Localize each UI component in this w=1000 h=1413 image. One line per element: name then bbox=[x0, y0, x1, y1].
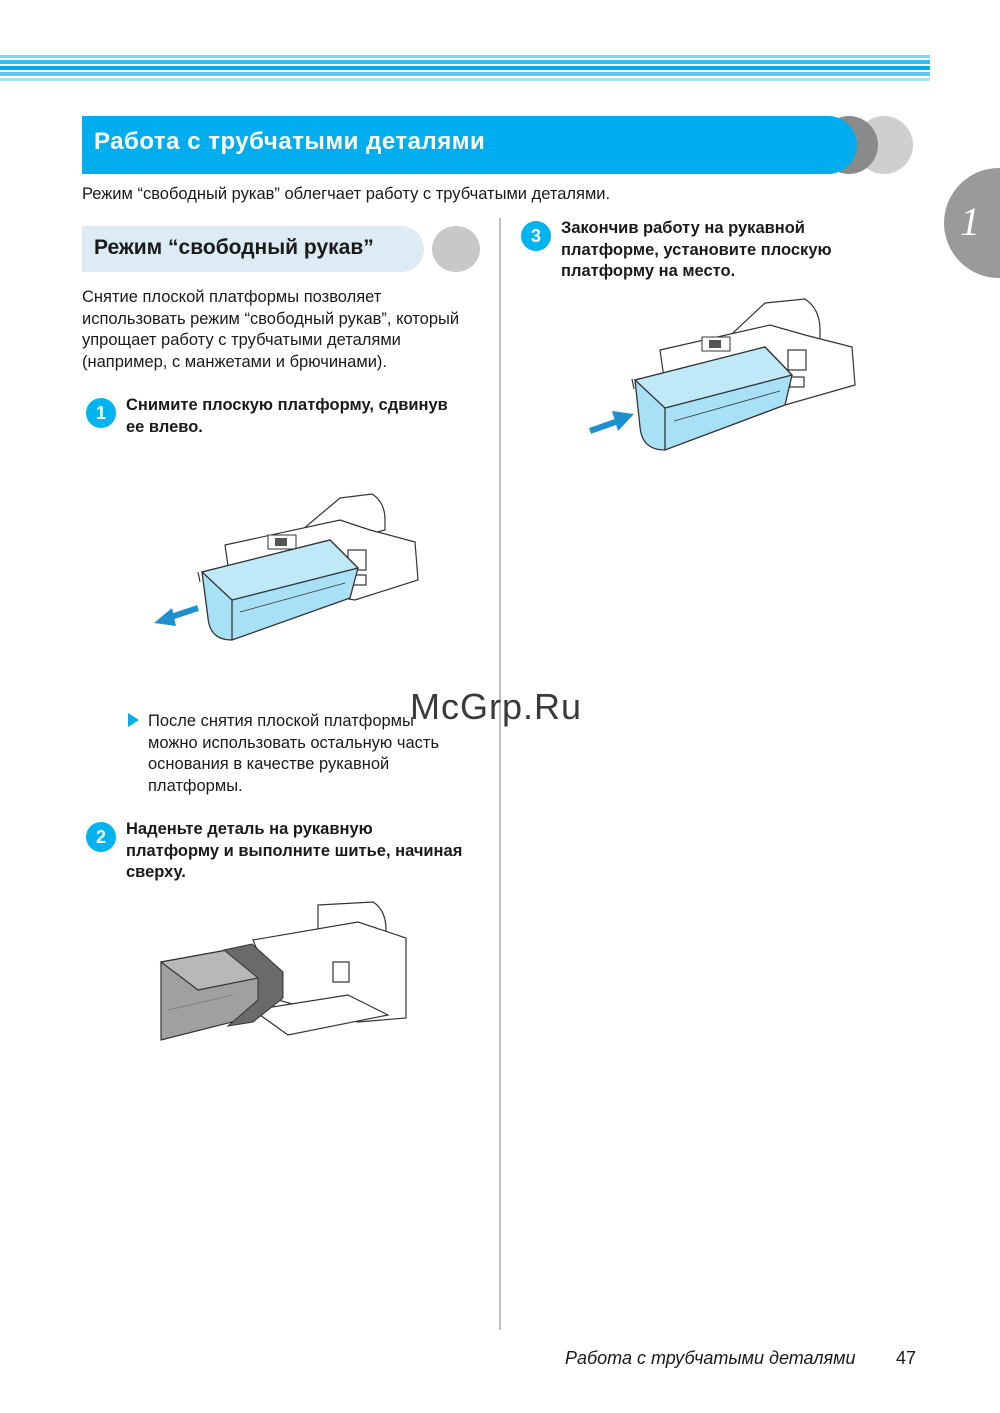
subheader-decor-disc bbox=[432, 226, 480, 272]
column-divider bbox=[499, 218, 501, 1330]
result-line: основания в качестве рукавной bbox=[148, 755, 390, 773]
body-line: Снятие плоской платформы позволяет bbox=[82, 288, 382, 306]
step-line: ее влево. bbox=[126, 417, 203, 436]
step-1-text bbox=[126, 395, 448, 438]
illustration-remove-platform bbox=[140, 490, 430, 660]
body-line: использовать режим “свободный рукав”, который bbox=[82, 309, 460, 328]
step-line: сверху. bbox=[126, 863, 186, 881]
result-arrow-icon bbox=[128, 713, 139, 727]
result-text bbox=[148, 711, 439, 797]
step-3-text bbox=[561, 218, 832, 283]
arrow-left-icon bbox=[154, 608, 198, 626]
section-title: Режим “свободный рукав” bbox=[94, 236, 374, 259]
page-title: Работа с трубчатыми деталями bbox=[94, 128, 486, 155]
page-number: 47 bbox=[896, 1348, 917, 1368]
step-3-badge: 3 bbox=[521, 221, 551, 251]
result-line: можно использовать остальную часть bbox=[148, 733, 440, 752]
intro-text: Режим “свободный рукав” облегчает работу с трубчатыми деталями. bbox=[82, 185, 611, 203]
header-stripes bbox=[0, 55, 930, 83]
step-2-badge: 2 bbox=[86, 822, 116, 852]
body-line: упрощает работу с трубчатыми деталями bbox=[82, 331, 401, 349]
illustration-sleeve-on-arm bbox=[158, 900, 413, 1045]
step-line: Наденьте деталь на рукавную bbox=[126, 820, 373, 838]
illustration-attach-platform bbox=[580, 295, 860, 460]
chapter-number: 1 bbox=[960, 199, 980, 244]
body-line: (например, с манжетами и брючинами). bbox=[82, 352, 387, 371]
step-line: платформу на место. bbox=[561, 262, 736, 280]
footer-title: Работа с трубчатыми деталями bbox=[565, 1348, 856, 1368]
result-line: платформы. bbox=[148, 776, 243, 795]
step-line: платформу и выполните шитье, начиная bbox=[126, 841, 463, 860]
result-line: После снятия плоской платформы bbox=[148, 712, 414, 730]
step-line: Снимите плоскую платформу, сдвинув bbox=[126, 396, 448, 414]
step-line: Закончив работу на рукавной bbox=[561, 219, 805, 237]
step-1-badge: 1 bbox=[86, 398, 116, 428]
step-line: платформе, установите плоскую bbox=[561, 240, 832, 259]
watermark: McGrp.Ru bbox=[410, 686, 583, 727]
arrow-right-icon bbox=[590, 411, 634, 431]
step-2-text bbox=[126, 819, 462, 884]
section-body bbox=[82, 287, 492, 373]
